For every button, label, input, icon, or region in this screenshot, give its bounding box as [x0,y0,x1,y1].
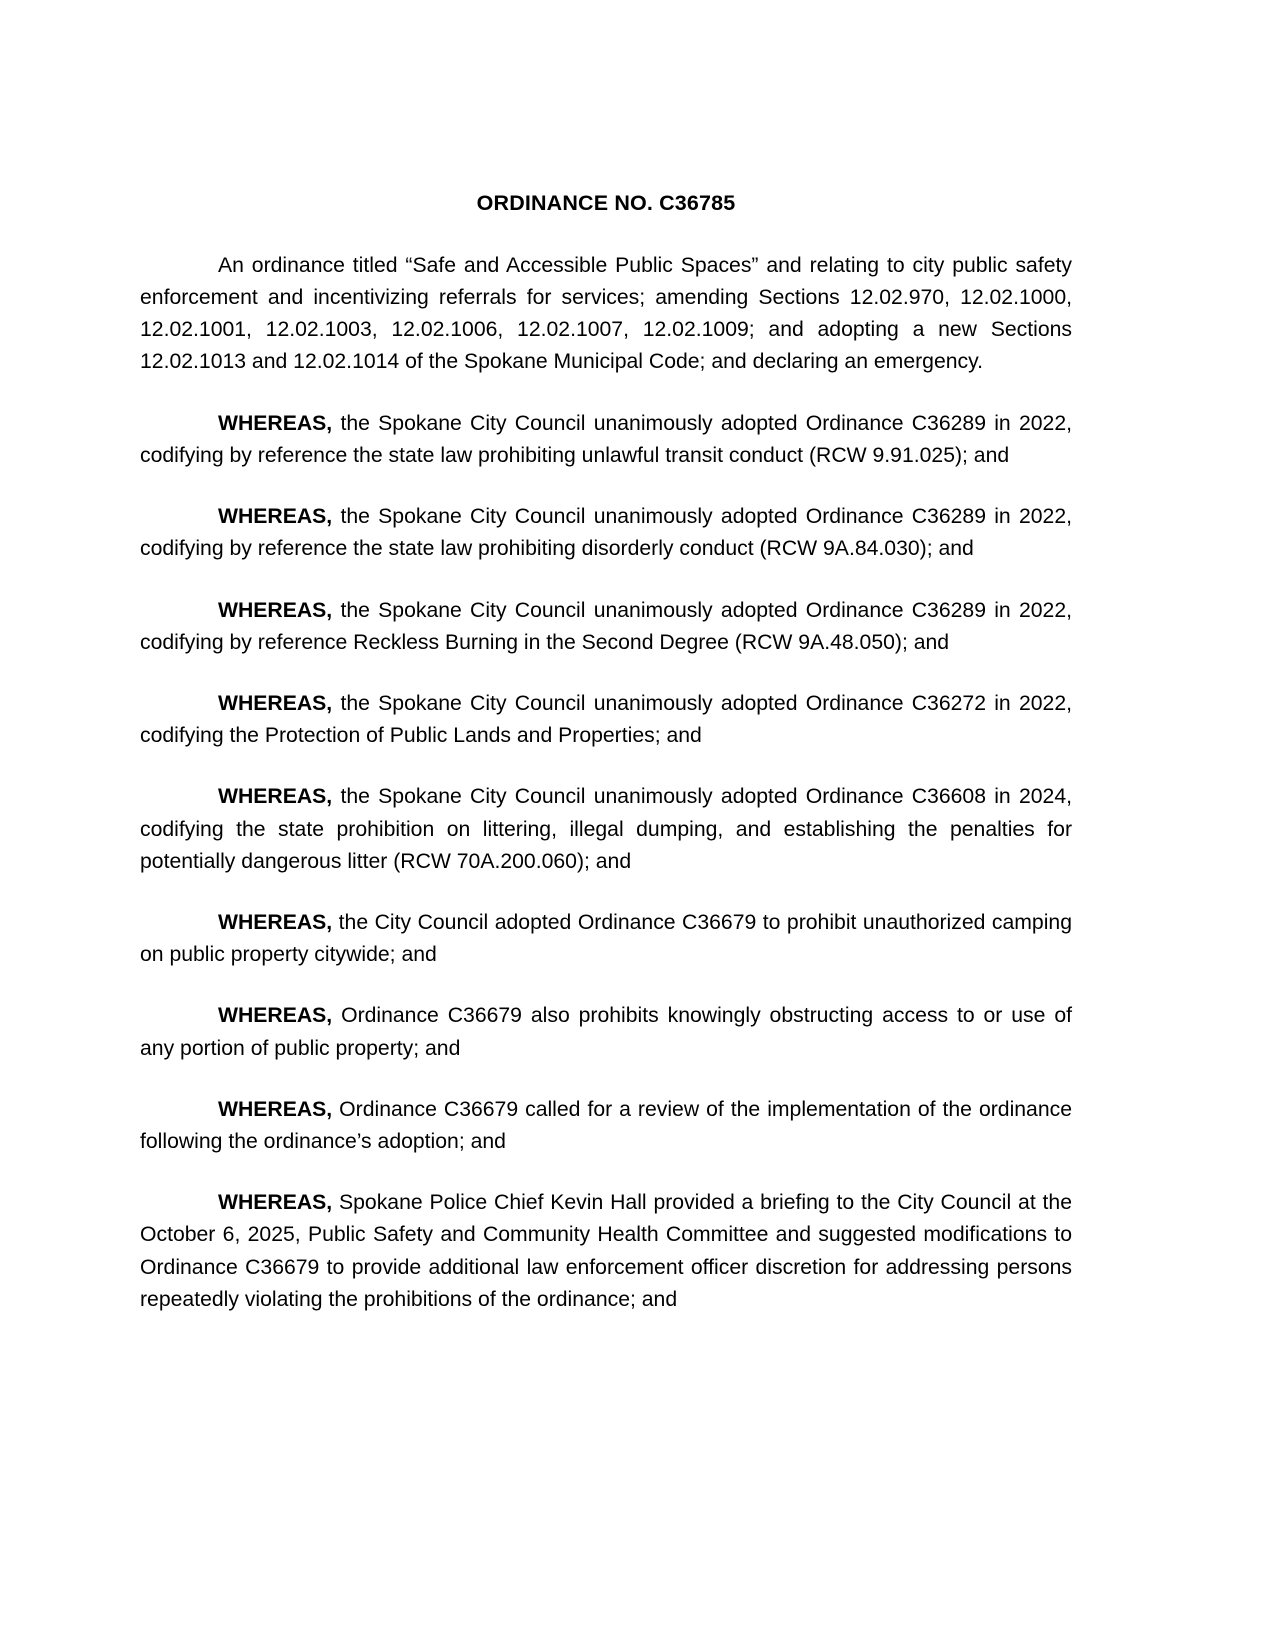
whereas-lead: WHEREAS, [218,785,333,809]
paragraph-text: Ordinance C36679 called for a review of the implementation of the ordinance following the ordinance’s adoption; and [140,1097,1072,1153]
paragraph-whereas-2 [140,501,1072,565]
paragraph-whereas-1 [140,408,1072,472]
whereas-lead: WHEREAS, [218,411,333,435]
paragraph-text: An ordinance titled “Safe and Accessible Public Spaces” and relating to city public safety enforcement and incentivizing referrals for services; amending Sections 12.02.970, 12.02.1000, 12.02.1001, 12.02.1003, 12.02.1006, 12.02.1007, 12.02.1009; and adopting a new Sections 12.02.1013 and 12.02.1014 of the Spokane Municipal Code; and declaring an emergency. [140,253,1072,374]
whereas-lead: WHEREAS, [218,505,333,529]
document-body [140,190,1072,1316]
whereas-lead: WHEREAS, [218,1004,333,1028]
paragraph-text: the Spokane City Council unanimously adopted Ordinance C36608 in 2024, codifying the state prohibition on littering, illegal dumping, and establishing the penalties for potentially dangerous litter (RCW 70A.200.060); and [140,785,1072,873]
whereas-lead: WHEREAS, [218,598,333,622]
paragraph-whereas-4 [140,688,1072,752]
paragraph-text: Ordinance C36679 also prohibits knowingly obstructing access to or use of any portion of public property; and [140,1004,1072,1060]
whereas-lead: WHEREAS, [218,1097,333,1121]
paragraph-whereas-5 [140,781,1072,878]
paragraph-whereas-6 [140,907,1072,971]
paragraph-whereas-8 [140,1094,1072,1158]
paragraph-whereas-3 [140,595,1072,659]
page-title: ORDINANCE NO. C36785 [476,191,736,215]
paragraph-text: the City Council adopted Ordinance C36679 to prohibit unauthorized camping on public property citywide; and [140,910,1072,967]
whereas-lead: WHEREAS, [218,691,333,715]
paragraph-text: the Spokane City Council unanimously adopted Ordinance C36289 in 2022, codifying by reference Reckless Burning in the Second Degree (RCW 9A.48.050); and [140,598,1072,654]
paragraph-whereas-9 [140,1187,1072,1316]
paragraph-text: the Spokane City Council unanimously adopted Ordinance C36289 in 2022, codifying by reference the state law prohibiting unlawful transit conduct (RCW 9.91.025); and [140,411,1072,467]
whereas-lead: WHEREAS, [218,910,333,934]
whereas-lead: WHEREAS, [218,1191,333,1215]
paragraph-whereas-7 [140,1000,1072,1064]
paragraph-text: the Spokane City Council unanimously adopted Ordinance C36289 in 2022, codifying by reference the state law prohibiting disorderly conduct (RCW 9A.84.030); and [140,505,1072,561]
paragraph-preamble [140,250,1072,379]
paragraph-text: the Spokane City Council unanimously adopted Ordinance C36272 in 2022, codifying the Protection of Public Lands and Properties; and [140,691,1072,748]
paragraph-text: Spokane Police Chief Kevin Hall provided a briefing to the City Council at the October 6, 2025, Public Safety and Community Health Committee and suggested modifications to Ordinance C36679 to provide additional law enforcement officer discretion for addressing persons repeatedly violating the prohibitions of the ordinance; and [140,1191,1072,1311]
